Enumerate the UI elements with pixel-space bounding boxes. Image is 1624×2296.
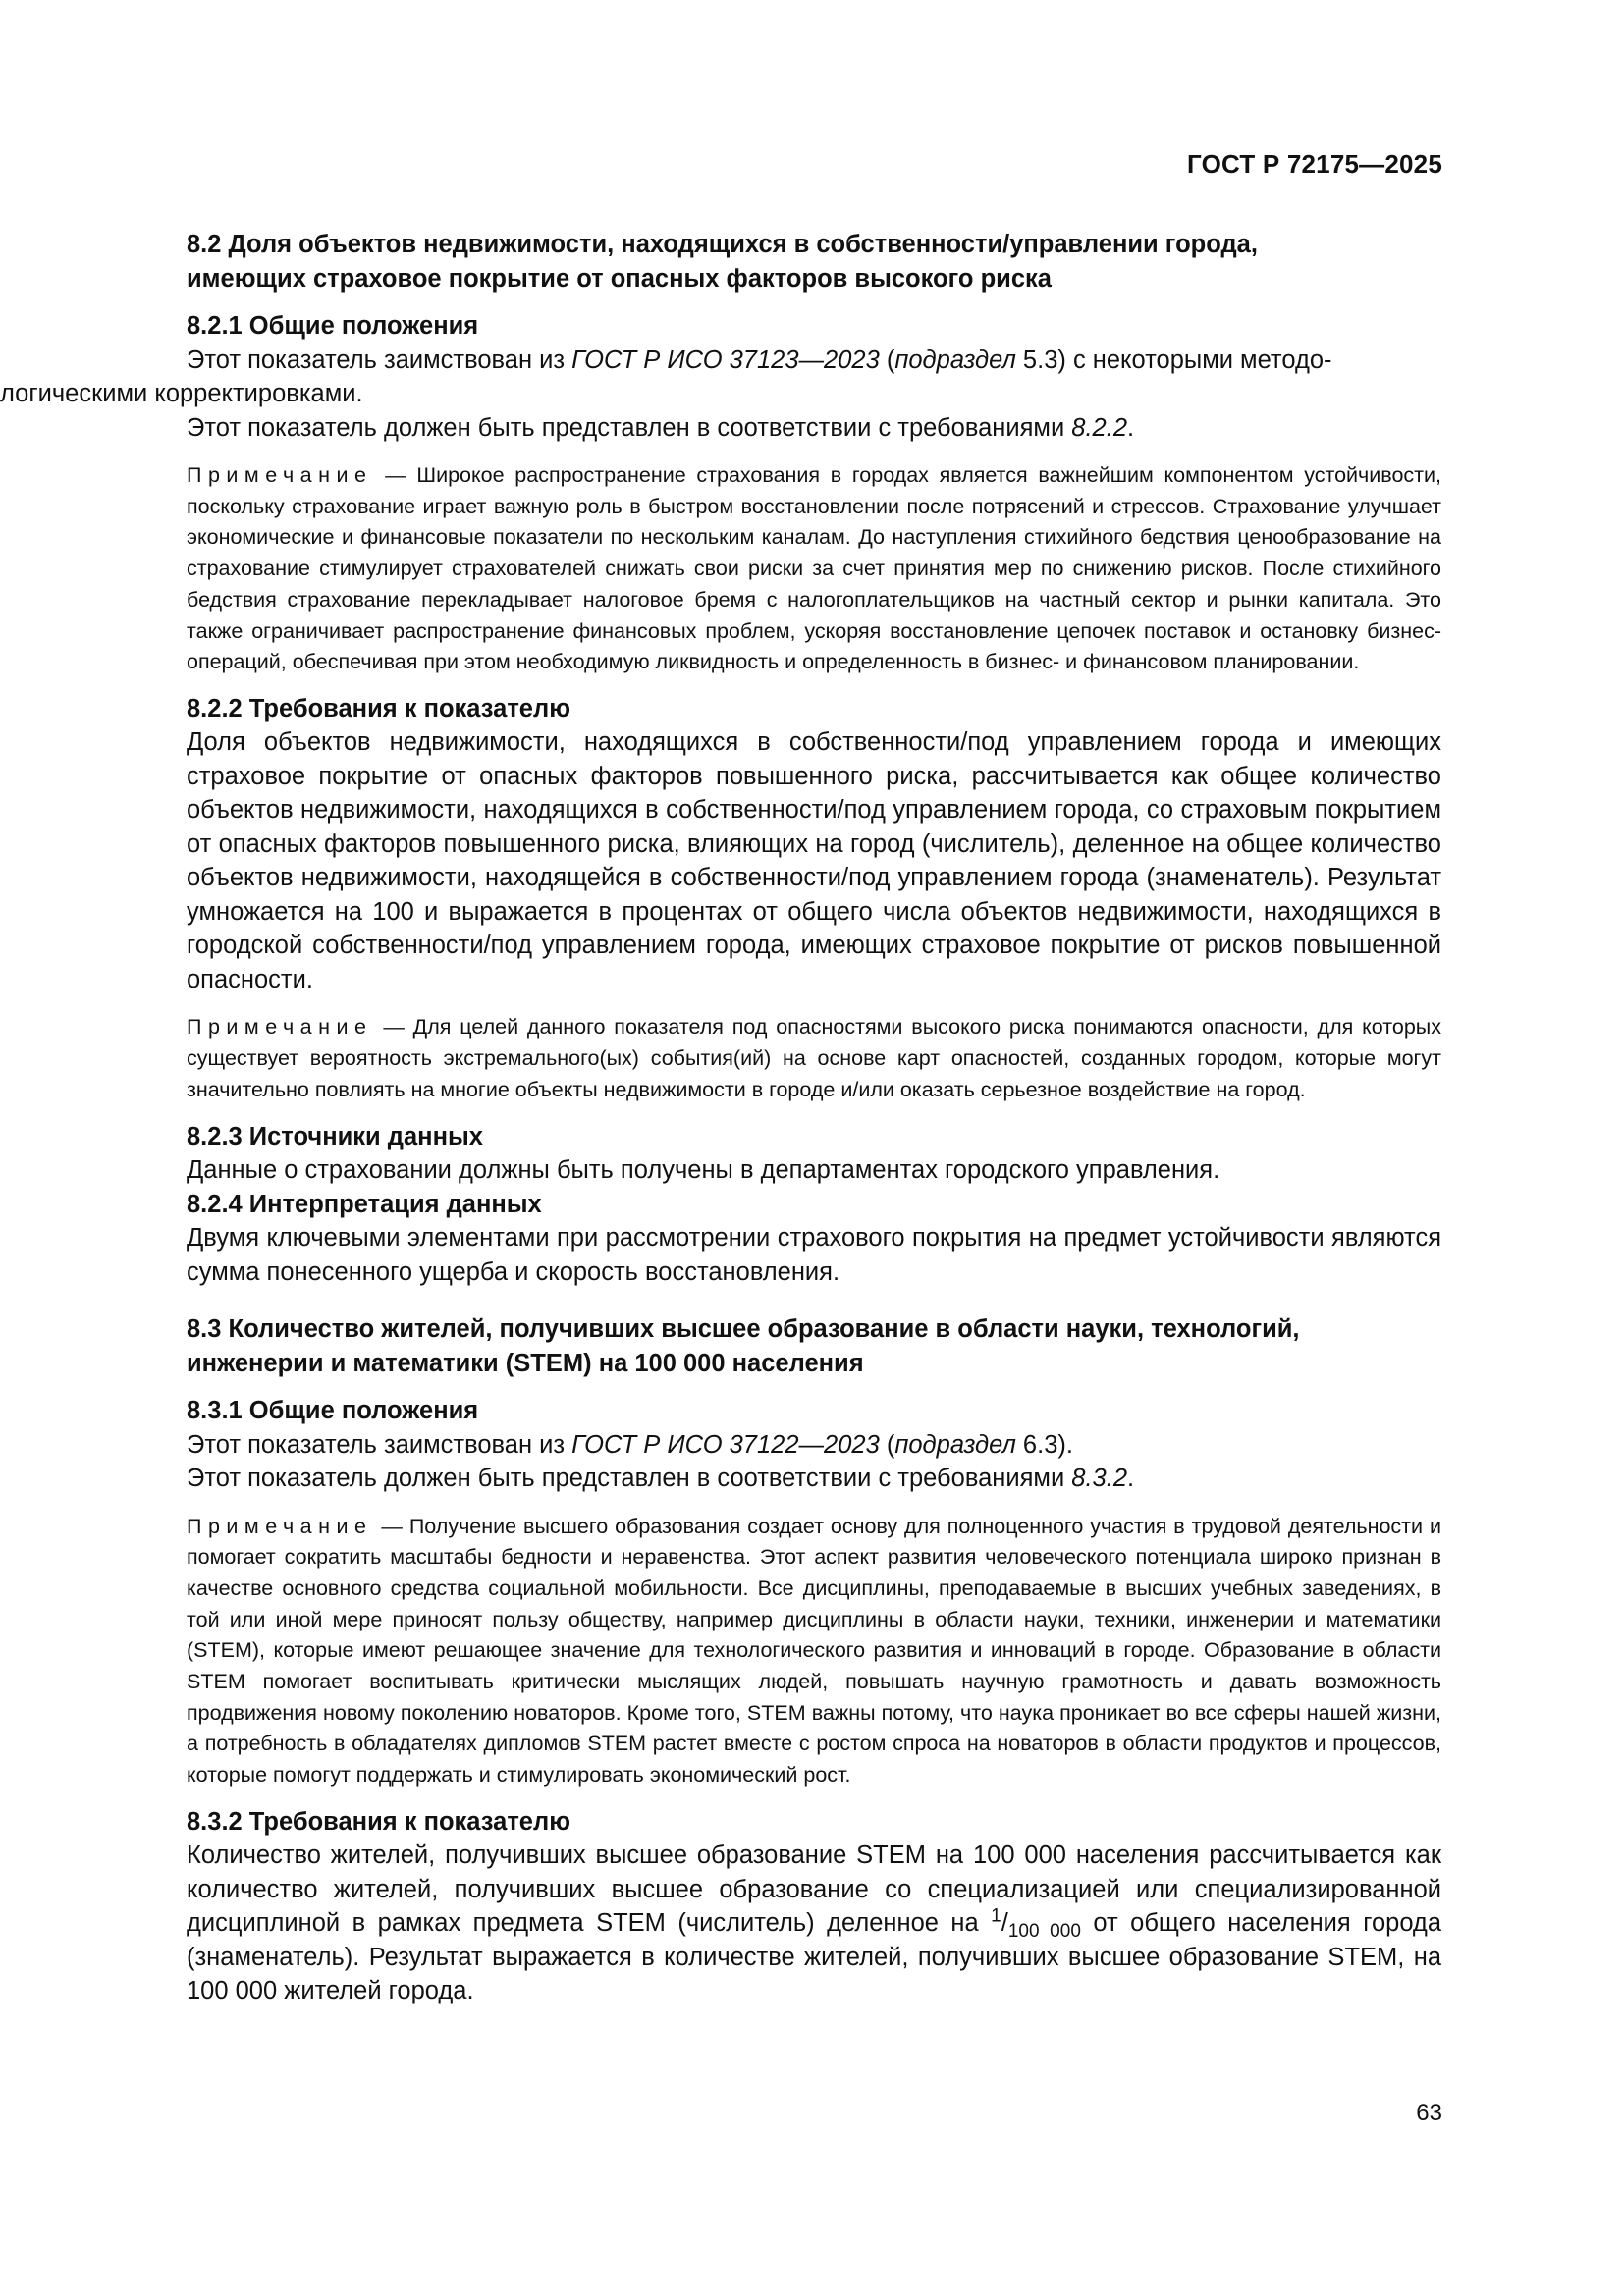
standard-reference: ГОСТ Р ИСО 37123—2023 [571, 346, 880, 374]
note-label: Примечание [187, 463, 373, 487]
subsection-8-2-2-heading: 8.2.2 Требования к показателю [187, 694, 570, 722]
subsection-word: подраздел [894, 346, 1016, 374]
fraction-slash: / [1001, 1909, 1008, 1938]
text-run: от общего населения города (знаменатель). Результат выражается в количестве жителей, получивших высшее образование STEM, на 100 000 жителей города. [187, 1909, 1441, 2005]
section-8-3-title-line2: инженерии и математики (STEM) на 100 000 населения [187, 1349, 864, 1377]
document-code: ГОСТ Р 72175—2025 [1187, 149, 1442, 179]
clause-reference: 8.2.2 [1071, 413, 1127, 442]
subsection-8-2-4-paragraph: Двумя ключевыми элементами при рассмотрении страхового покрытия на предмет устойчивости являются сумма понесенного ущерба и скорость восстановления. [187, 1224, 1441, 1286]
note-text: — Широкое распространение страхования в городах является важнейшим компонентом устойчивости, поскольку страхование играет важную роль в быстром восстановлении после потрясений и стрессов. Страхование улучшает экономические и финансовые показатели по нескольким каналам. До наступления стихийного бедствия ценообразование на страхование стимулирует страхователей снижать свои риски за счет принятия мер по снижению рисков. После стихийного бедствия страхование перекладывает налоговое бремя с налогоплательщиков на частный сектор и рынки капитала. Это также ограничивает распространение финансовых проблем, ускоряя восстановление цепочек поставок и остановку бизнес-операций, обеспечивая при этом необходимую ликвидность и определенность в бизнес- и финансовом планировании. [187, 463, 1441, 674]
subsection-8-3-2-paragraph [187, 1839, 1441, 2008]
text-run: ( [879, 346, 895, 374]
text-run: ( [879, 1430, 895, 1459]
subsection-8-3-2-heading: 8.3.2 Требования к показателю [187, 1807, 570, 1836]
subsection-8-2-1-heading: 8.2.1 Общие положения [187, 312, 479, 340]
standard-reference: ГОСТ Р ИСО 37122—2023 [571, 1430, 880, 1459]
note-8-2-2 [187, 1012, 1441, 1105]
section-8-2-title [187, 228, 1441, 295]
note-text: — Получение высшего образования создает основу для полноценного участия в трудовой деятельности и помогает сократить масштабы бедности и неравенства. Этот аспект развития человеческого потенциала широко признан в качестве основного средства социальной мобильности. Все дисциплины, преподаваемые в высших учебных заведениях, в той или иной мере приносят пользу обществу, например дисциплины в области науки, техники, инженерии и математики (STEM), которые имеют решающее значение для технологического развития и инноваций в городе. Образование в области STEM помогает воспитывать критически мыслящих людей, повышать научную грамотность и давать возможность продвижения новому поколению новаторов. Кроме того, STEM важны потому, что наука проникает во все сферы нашей жизни, а потребность в обладателях дипломов STEM растет вместе с ростом спроса на новаторов в области продуктов и процессов, которые помогут поддержать и стимулировать экономический рост. [187, 1514, 1441, 1788]
section-8-2-title-line1: 8.2 Доля объектов недвижимости, находящихся в собственности/управлении города, [187, 231, 1258, 258]
page-number: 63 [1416, 2100, 1442, 2126]
text-run: логическими корректировками. [0, 380, 363, 407]
text-run: 5.3) с некоторыми методо- [1015, 346, 1332, 374]
subsection-8-2-3-heading: 8.2.3 Источники данных [187, 1122, 483, 1150]
note-8-2-1 [187, 460, 1441, 678]
text-run: Этот показатель должен быть представлен в соответствии с требованиями [187, 413, 1072, 442]
subsection-word: подраздел [894, 1430, 1016, 1459]
fraction-numerator: 1 [991, 1905, 1001, 1927]
subsection-8-3-1-paragraph-2 [187, 1462, 1441, 1496]
text-run: Этот показатель заимствован из [187, 346, 572, 374]
page-content [0, 228, 1441, 2008]
note-text: — Для целей данного показателя под опасностями высокого риска понимаются опасности, для которых существует вероятность экстремального(ых) события(ий) на основе карт опасностей, созданных городом, которые могут значительно повлиять на многие объекты недвижимости в городе и/или оказать серьезное воздействие на город. [187, 1015, 1441, 1101]
subsection-8-3-1-heading: 8.3.1 Общие положения [187, 1397, 479, 1425]
subsection-8-2-3-paragraph: Данные о страховании должны быть получены в департаментах городского управления. [187, 1156, 1220, 1185]
note-label: Примечание [187, 1015, 373, 1040]
text-run: 6.3). [1015, 1430, 1073, 1459]
section-8-2-title-line2: имеющих страховое покрытие от опасных факторов высокого риска [187, 264, 1052, 293]
fraction-denominator: 100 000 [1007, 1921, 1081, 1943]
subsection-8-2-1-paragraph-2 [187, 411, 1441, 446]
text-run: . [1127, 1465, 1135, 1493]
subsection-8-2-4-heading: 8.2.4 Интерпретация данных [187, 1190, 542, 1218]
section-8-3-title [187, 1312, 1441, 1380]
section-8-3-title-line1: 8.3 Количество жителей, получивших высшее образование в области науки, технологий, [187, 1315, 1300, 1344]
note-label: Примечание [187, 1514, 373, 1538]
text-run: Количество жителей, получивших высшее образование STEM на 100 000 населения рассчитывается как количество жителей, получивших высшее образование со специализацией или специализированной дисциплиной в рамках предмета STEM (числитель) деленное на [187, 1842, 1441, 1938]
clause-reference: 8.3.2 [1071, 1465, 1127, 1493]
text-run: Этот показатель должен быть представлен в соответствии с требованиями [187, 1465, 1072, 1493]
text-run: . [1127, 413, 1135, 442]
subsection-8-2-1-paragraph-1 [0, 344, 1441, 411]
subsection-8-2-2-paragraph: Доля объектов недвижимости, находящихся в собственности/под управлением города и имеющих страховое покрытие от опасных факторов повышенного риска, рассчитывается как общее количество объектов недвижимости, находящихся в собственности/под управлением города, со страховым покрытием от опасных факторов повышенного риска, влияющих на город (числитель), деленное на общее количество объектов недвижимости, находящейся в собственности/под управлением города (знаменатель). Результат умножается на 100 и выражается в процентах от общего числа объектов недвижимости, находящихся в городской собственности/под управлением города, имеющих страховое покрытие от рисков повышенной опасности. [187, 728, 1441, 993]
text-run: Этот показатель заимствован из [187, 1430, 572, 1459]
note-8-3-1 [187, 1512, 1441, 1791]
subsection-8-3-1-paragraph-1 [187, 1428, 1441, 1463]
